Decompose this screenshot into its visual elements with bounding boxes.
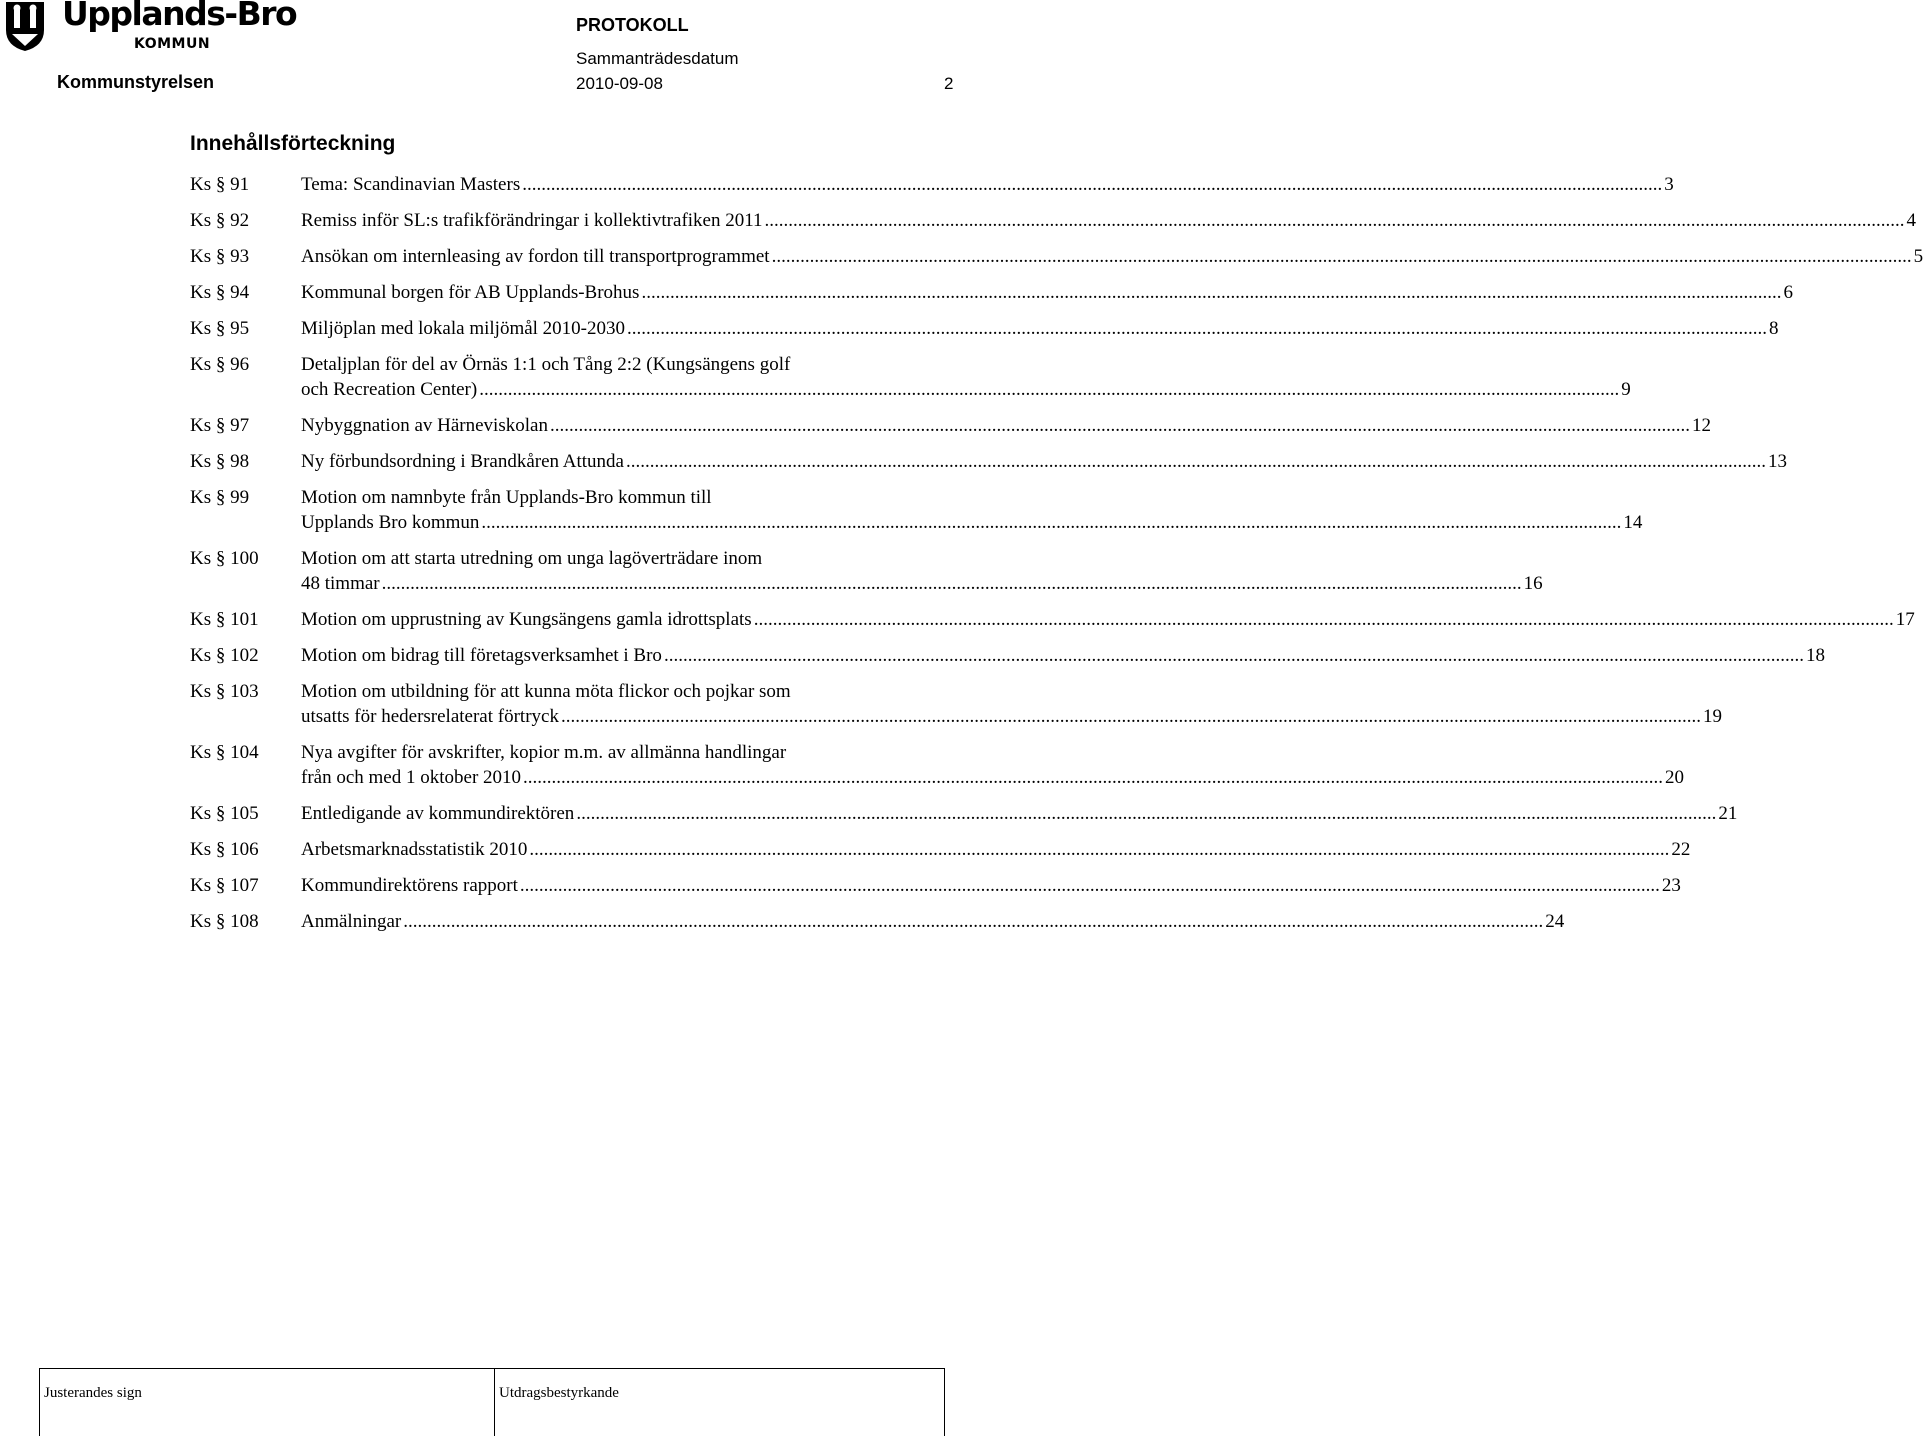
toc-entry-title: 48 timmar [301,573,380,594]
toc-entry[interactable] [190,172,1674,197]
toc-entry-page: 17 [1895,609,1915,630]
toc-entry-section: Ks § 101 [190,609,259,630]
toc-entry[interactable] [190,244,1923,269]
toc-dot-leader [576,801,1716,826]
footer-justerandes-sign: Justerandes sign [40,1369,495,1436]
toc-entry-section: Ks § 102 [190,645,259,666]
toc-dot-leader [765,208,1905,233]
toc-entry-section: Ks § 100 [190,548,259,569]
toc-entry-title: utsatts för hedersrelaterat förtryck [301,706,559,727]
document-type: PROTOKOLL [576,15,689,35]
toc-entry-page: 8 [1769,318,1779,339]
logo-subtitle: KOMMUN [134,36,211,52]
toc-entry-title: Upplands Bro kommun [301,512,480,533]
toc-dot-leader [772,244,1912,269]
toc-entry[interactable] [190,909,1565,934]
toc-entry[interactable] [190,280,1793,305]
toc-entry-section: Ks § 105 [190,803,259,824]
toc-entry-title: Arbetsmarknadsstatistik 2010 [301,839,528,860]
toc-entry-page: 20 [1665,767,1685,788]
toc-entry-title: Entledigande av kommundirektören [301,803,575,824]
toc-entry-section: Ks § 99 [190,487,250,508]
toc-title: Innehållsförteckning [190,132,396,155]
toc-entry-title: och Recreation Center) [301,379,478,400]
toc-entry-page: 19 [1702,706,1722,727]
toc-dot-leader [626,449,1766,474]
toc-entry-title: Ansökan om internleasing av fordon till transportprogrammet [301,246,770,267]
toc-entry-section: Ks § 106 [190,839,259,860]
toc-entry-title: Anmälningar [301,911,402,932]
toc-entry-section: Ks § 107 [190,875,259,896]
toc-entry-section: Ks § 93 [190,246,250,267]
toc-entry-page: 21 [1718,803,1738,824]
toc-entry-section: Ks § 103 [190,681,259,702]
toc-dot-leader [529,837,1669,862]
toc-dot-leader [522,172,1662,197]
toc-entry[interactable] [190,740,1685,790]
toc-entry-title: Ny förbundsordning i Brandkåren Attunda [301,451,624,472]
toc-entry-page: 6 [1783,282,1793,303]
toc-entry-section: Ks § 98 [190,451,250,472]
toc-entry[interactable] [190,837,1691,862]
toc-entry-title-line: Detaljplan för del av Örnäs 1:1 och Tång 2:2 (Kungsängens golf [301,354,791,375]
toc-entry-title: Remiss inför SL:s trafikförändringar i kollektivtrafiken 2011 [301,210,763,231]
toc-entry-title-line: Motion om att starta utredning om unga lagöverträdare inom [301,548,763,569]
toc-dot-leader [382,571,1522,596]
toc-entry[interactable] [190,643,1825,668]
toc-entry-page: 13 [1767,451,1787,472]
toc-entry-page: 5 [1913,246,1923,267]
toc-dot-leader [523,765,1663,790]
toc-dot-leader [403,909,1543,934]
toc-entry-section: Ks § 97 [190,415,250,436]
page-number: 2 [944,74,954,93]
toc-entry-section: Ks § 94 [190,282,250,303]
footer-utdragsbestyrkande: Utdragsbestyrkande [499,1385,619,1401]
toc-entry-section: Ks § 91 [190,174,250,195]
toc-entry-section: Ks § 92 [190,210,250,231]
toc-entry[interactable] [190,801,1738,826]
toc-entry-page: 4 [1906,210,1917,231]
toc-entry[interactable] [190,873,1681,898]
toc-entry[interactable] [190,546,1543,596]
toc-entry[interactable] [190,316,1779,341]
toc-dot-leader [664,643,1804,668]
organization-name: Kommunstyrelsen [57,72,215,92]
toc-entry[interactable] [190,208,1917,233]
toc-entry-title: Kommundirektörens rapport [301,875,518,896]
toc-entry-page: 18 [1805,645,1825,666]
toc-entry-title-line: Nya avgifter för avskrifter, kopior m.m. av allmänna handlingar [301,742,787,763]
municipal-emblem-icon [2,0,48,52]
toc-entry-title: från och med 1 oktober 2010 [301,767,522,788]
toc-entry-title: Tema: Scandinavian Masters [301,174,521,195]
toc-entry-page: 3 [1664,174,1674,195]
toc-entry-page: 23 [1661,875,1681,896]
toc-entry-section: Ks § 96 [190,354,250,375]
toc-entry[interactable] [190,352,1631,402]
toc-entry-section: Ks § 95 [190,318,250,339]
logo-wordmark: Upplands-Bro [62,0,297,33]
toc-dot-leader [641,280,1781,305]
upplands-bro-logo [2,0,302,56]
toc-entry-title: Motion om bidrag till företagsverksamhet i Bro [301,645,662,666]
toc-entry-page: 16 [1523,573,1543,594]
toc-dot-leader [627,316,1767,341]
meeting-date: 2010-09-08 [576,74,663,93]
toc-dot-leader [481,510,1621,535]
toc-dot-leader [550,413,1690,438]
toc-dot-leader [520,873,1660,898]
toc-entry-page: 14 [1623,512,1643,533]
toc-entry[interactable] [190,413,1711,438]
toc-entry-title: Nybyggnation av Härneviskolan [301,415,548,436]
toc-entry-page: 12 [1691,415,1711,436]
toc-entry-section: Ks § 104 [190,742,259,763]
toc-entry-page: 24 [1545,911,1565,932]
toc-entry-title: Motion om upprustning av Kungsängens gamla idrottsplats [301,609,752,630]
toc-dot-leader [479,377,1619,402]
toc-entry-page: 9 [1621,379,1631,400]
toc-entry-page: 22 [1671,839,1691,860]
toc-entry[interactable] [190,485,1643,535]
meeting-date-label: Sammanträdesdatum [576,49,739,68]
toc-entry[interactable] [190,679,1722,729]
toc-entry-section: Ks § 108 [190,911,259,932]
toc-dot-leader [561,704,1701,729]
signature-footer [39,1368,945,1436]
toc-entry[interactable] [190,449,1787,474]
table-of-contents [190,172,1923,945]
toc-entry-title: Miljöplan med lokala miljömål 2010-2030 [301,318,626,339]
toc-dot-leader [754,607,1894,632]
toc-entry-title: Kommunal borgen för AB Upplands-Brohus [301,282,640,303]
toc-entry-title-line: Motion om namnbyte från Upplands-Bro kommun till [301,487,712,508]
toc-entry[interactable] [190,607,1915,632]
toc-entry-title-line: Motion om utbildning för att kunna möta flickor och pojkar som [301,681,791,702]
